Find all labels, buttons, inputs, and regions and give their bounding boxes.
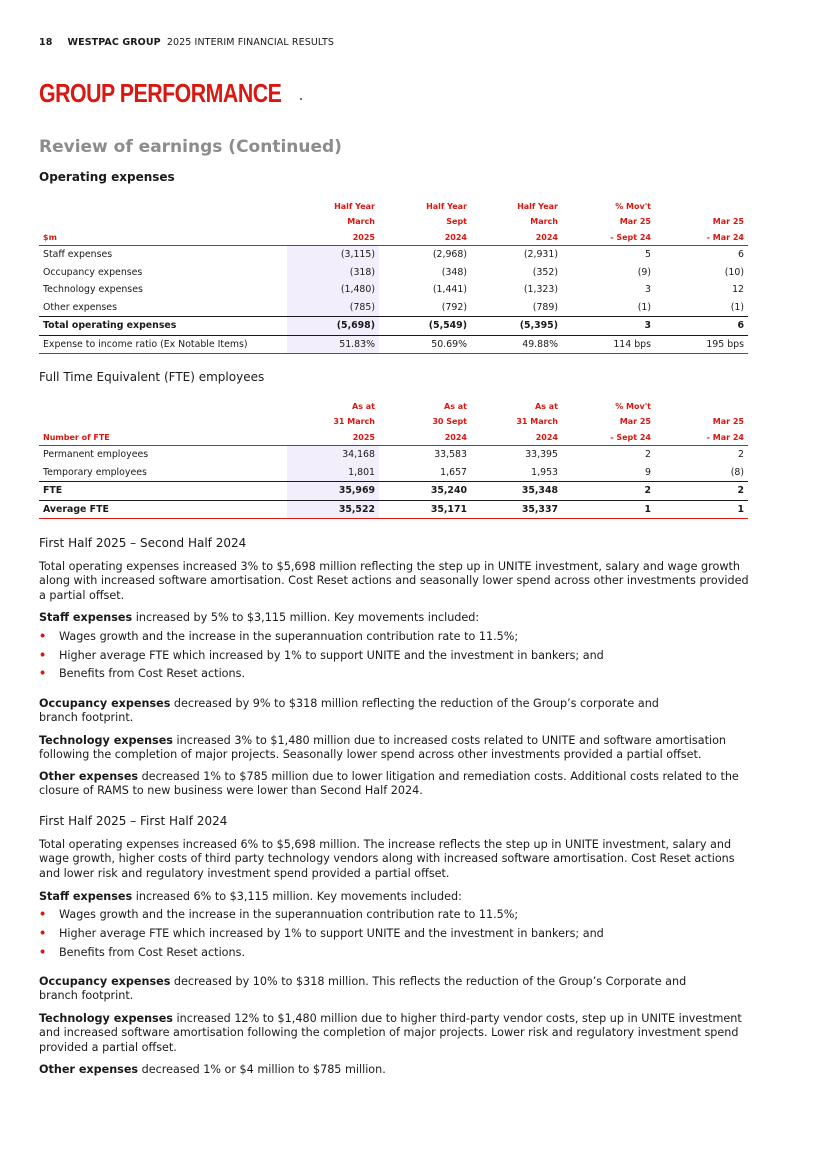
table-cell: 35,171 [379,500,471,519]
fte-table [39,399,748,519]
table-header-row [39,414,748,429]
s1-heading: First Half 2025 – Second Half 2024 [39,536,247,550]
table-header-cell: 2024 [471,229,562,246]
s1-occupancy-text: decreased by 9% to $318 million reflecting the reduction of the Group’s corporate and branch footprint. [39,697,659,725]
table-header-cell: As at [535,402,558,411]
s2-heading: First Half 2025 – First Half 2024 [39,814,228,828]
table-header-cell: 2024 [379,229,471,246]
table-cell: 1,801 [287,464,379,482]
s2-technology-text: increased 12% to $1,480 million due to higher third-party vendor costs, step up in UNITE investment and increased software amortisation following the completion of major projects. Lower risk and regulatory investment spend provided a partial offset. [39,1012,742,1054]
bullet-icon: • [39,927,47,940]
table-cell: 50.69% [379,335,471,354]
opex-heading: Operating expenses [39,170,175,184]
table-cell: (348) [441,266,467,278]
table-header-cell: Mar 25 [712,417,744,426]
table-cell: (10) [724,266,744,278]
table-cell: 33,395 [525,449,558,461]
s1-occupancy-paragraph [39,697,679,726]
list-item-text: Benefits from Cost Reset actions. [59,667,245,680]
bullet-icon: • [39,946,47,959]
table-header-cell: Mar 25 [619,217,651,226]
list-item-text: Wages growth and the increase in the superannuation contribution rate to 11.5%; [59,630,519,643]
table-cell: (1) [637,301,651,313]
table-row-total [39,317,748,336]
list-item-text: Higher average FTE which increased by 1% to support UNITE and the investment in bankers; and [59,649,604,662]
table-header-cell: Half Year [334,202,375,211]
table-cell: (5,549) [379,317,471,336]
table-row [39,281,748,299]
table-row-total [39,500,748,519]
s1-technology-paragraph [39,734,755,763]
table-cell: 1,657 [440,466,467,478]
row-label: Average FTE [39,500,287,519]
s2-other-label: Other expenses [39,1063,139,1076]
table-header-cell: March [347,217,375,226]
table-header-cell: As at [352,402,375,411]
bullet-icon: • [39,908,47,921]
table-header-cell: $m [39,229,287,246]
table-cell: 6 [655,317,748,336]
table-cell: (8) [730,466,744,478]
table-cell: (3,115) [287,246,379,264]
s2-occupancy-text: decreased by 10% to $318 million. This reflects the reduction of the Group’s Corporate and branch footprint. [39,975,687,1003]
s2-occupancy-label: Occupancy expenses [39,975,171,988]
table-cell: (2,968) [432,249,467,261]
list-item-text: Benefits from Cost Reset actions. [59,946,245,959]
running-header [39,37,334,48]
s1-other-paragraph [39,770,751,799]
page-subtitle: Review of earnings (Continued) [39,137,342,157]
table-header-cell: - Sept 24 [562,429,655,446]
table-cell: 35,348 [471,482,562,501]
s1-intro: Total operating expenses increased 3% to $5,698 million reflecting the step up in UNITE investment, salary and wage growth along with increased software amortisation. Cost Reset actions and seasonally lower spend across other investments provided a partial offset. [39,560,749,602]
table-header-row [39,214,748,229]
table-row [39,264,748,282]
table-cell: 1,953 [531,466,558,478]
table-header-cell [39,414,287,429]
s1-technology-label: Technology expenses [39,734,173,747]
table-cell: 6 [738,249,744,261]
s2-technology-paragraph [39,1012,751,1055]
table-cell: (9) [637,266,651,278]
table-cell: (789) [532,301,558,313]
s2-other-paragraph [39,1063,751,1077]
table-row-total [39,482,748,501]
table-header-cell: 2025 [287,229,379,246]
table-cell: 51.83% [287,335,379,354]
table-header-cell: % Mov't [615,402,651,411]
s1-technology-text: increased 3% to $1,480 million due to increased costs related to UNITE and software amortisation following the completion of major projects. Seasonally lower spend across other investments provided a partial offset. [39,734,727,762]
table-cell: 2 [645,449,651,461]
table-header-cell: Half Year [426,202,467,211]
row-label: Staff expenses [43,249,113,261]
s1-staff-paragraph [39,611,751,625]
s1-staff-text: increased by 5% to $3,115 million. Key movements included: [132,611,480,624]
table-header-cell: - Mar 24 [655,229,748,246]
table-header-cell [39,399,287,414]
s2-staff-label: Staff expenses [39,890,133,903]
table-header-cell: - Mar 24 [655,429,748,446]
row-label: Other expenses [43,301,117,313]
fte-heading: Full Time Equivalent (FTE) employees [39,370,265,384]
decorative-dot [300,98,302,100]
table-cell: (792) [441,301,467,313]
table-cell: 2 [655,482,748,501]
table-cell: 2 [738,449,744,461]
row-label: FTE [39,482,287,501]
list-item-text: Higher average FTE which increased by 1% to support UNITE and the investment in bankers; and [59,927,604,940]
table-header-cell: Mar 25 [712,217,744,226]
table-cell: 5 [645,249,651,261]
table-header-cell: March [530,217,558,226]
table-cell: 9 [645,466,651,478]
table-header-cell: 30 Sept [432,417,467,426]
table-header-cell: 31 March [516,417,558,426]
s2-staff-text: increased 6% to $3,115 million. Key movements included: [132,890,462,903]
table-row [39,299,748,317]
row-label: Expense to income ratio (Ex Notable Items) [39,335,287,354]
table-header-cell: 2024 [379,429,471,446]
table-cell: 3 [645,284,651,296]
table-header-cell: - Sept 24 [562,229,655,246]
table-header-cell: Sept [446,217,467,226]
table-header-cell [655,199,748,214]
row-label: Permanent employees [43,449,149,461]
s2-staff-paragraph [39,890,751,904]
table-cell: 114 bps [562,335,655,354]
table-cell: (1) [730,301,744,313]
list-item-text: Wages growth and the increase in the superannuation contribution rate to 11.5%; [59,908,519,921]
section-title: GROUP PERFORMANCE [39,78,282,108]
table-cell: (1,480) [287,281,379,299]
s2-intro: Total operating expenses increased 6% to $5,698 million. The increase reflects the step up in UNITE investment, salary and wage growth, higher costs of third party technology vendors along with increased software amortisation. Cost Reset actions and lower risk and regulatory investment spend provided a partial offset. [39,838,735,880]
table-header-cell: Half Year [517,202,558,211]
s2-occupancy-paragraph [39,975,719,1004]
table-row [39,335,748,354]
table-header-cell [655,399,748,414]
table-row [39,464,748,482]
table-row [39,246,748,264]
table-header-cell: As at [444,402,467,411]
table-cell: 35,240 [379,482,471,501]
row-label: Occupancy expenses [43,266,143,278]
s1-other-text: decreased 1% to $785 million due to lower litigation and remediation costs. Additional costs related to the closure of RAMS to new business were lower than Second Half 2024. [39,770,739,798]
table-header-row [39,399,748,414]
table-header-row [39,429,748,446]
table-cell: 34,168 [287,446,379,464]
table-cell: 35,337 [471,500,562,519]
s1-other-label: Other expenses [39,770,139,783]
s1-occupancy-label: Occupancy expenses [39,697,171,710]
table-cell: (1,323) [523,284,558,296]
table-cell: (352) [532,266,558,278]
table-cell: 35,522 [287,500,379,519]
table-header-cell [39,214,287,229]
table-cell: 35,969 [287,482,379,501]
table-header-row [39,229,748,246]
row-label: Total operating expenses [39,317,287,336]
row-label: Temporary employees [43,466,147,478]
page-number: 18 [39,37,53,48]
table-cell: 195 bps [655,335,748,354]
table-header-cell: Mar 25 [619,417,651,426]
table-header-cell: 2024 [471,429,562,446]
table-cell: 1 [562,500,655,519]
opex-table [39,199,748,354]
table-header-cell: 2025 [287,429,379,446]
table-cell: 3 [562,317,655,336]
table-cell: (1,441) [432,284,467,296]
table-cell: 49.88% [471,335,562,354]
table-header-cell: Number of FTE [39,429,287,446]
table-header-row [39,199,748,214]
bullet-icon: • [39,667,47,680]
table-cell: (5,395) [471,317,562,336]
table-cell: 1 [655,500,748,519]
table-cell: (318) [287,264,379,282]
s2-other-text: decreased 1% or $4 million to $785 million. [138,1063,386,1076]
company-name: WESTPAC GROUP [67,37,161,48]
report-name: 2025 INTERIM FINANCIAL RESULTS [166,37,335,48]
table-header-cell: 31 March [333,417,375,426]
table-cell: 12 [732,284,744,296]
table-cell: (2,931) [523,249,558,261]
bullet-icon: • [39,649,47,662]
table-cell: (5,698) [287,317,379,336]
table-header-cell: % Mov't [615,202,651,211]
table-cell: 33,583 [434,449,467,461]
row-label: Technology expenses [43,284,143,296]
s1-staff-label: Staff expenses [39,611,133,624]
table-header-cell [39,199,287,214]
bullet-icon: • [39,630,47,643]
table-cell: 2 [562,482,655,501]
s2-technology-label: Technology expenses [39,1012,173,1025]
table-row [39,446,748,464]
table-cell: (785) [287,299,379,317]
